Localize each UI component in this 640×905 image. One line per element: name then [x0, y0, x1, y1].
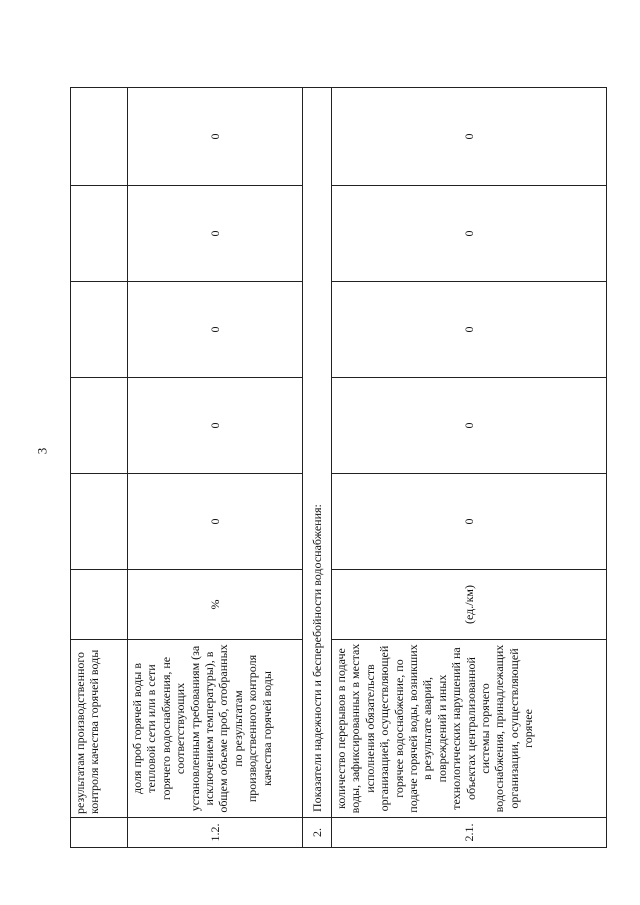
table-row-1-2 — [128, 88, 303, 848]
value-cell: 0 — [128, 186, 303, 282]
unit-cell: % — [128, 570, 303, 640]
indicator-cell: результатам производственного контроля качества горячей воды — [71, 640, 128, 818]
table-row-continuation — [71, 88, 128, 848]
value-cell: 0 — [332, 88, 607, 186]
indicator-cell: количество перерывов в подаче воды, зафиксированных в местах исполнения обязательств организацией, осуществляющей горячее водоснабжение, по подаче горячей воды, возникших в результате аварий, повреждений и иных технологических нарушений на объектах централизованной системы горячего водоснабжения, принадлежащих организации, осуществляющей горячее — [332, 640, 607, 818]
value-cell: 0 — [332, 282, 607, 378]
indicator-cell: доля проб горячей воды в тепловой сети или в сети горячего водоснабжения, не соответствующих установленным требованиям (за исключением температуры), в общем объеме проб, отобранных по результатам производственного контроля качества горячей воды — [128, 640, 303, 818]
value-cell — [71, 474, 128, 570]
value-cell — [71, 186, 128, 282]
value-cell: 0 — [332, 474, 607, 570]
value-cell: 0 — [128, 378, 303, 474]
row-number-cell: 1.2. — [128, 818, 303, 848]
value-cell — [71, 282, 128, 378]
section-title-cell: Показатели надежности и бесперебойности водоснабжения: — [303, 88, 332, 818]
indicators-table — [70, 87, 607, 848]
value-cell — [71, 378, 128, 474]
value-cell: 0 — [332, 186, 607, 282]
value-cell: 0 — [128, 88, 303, 186]
value-cell: 0 — [332, 378, 607, 474]
indicators-table-rotated — [70, 88, 605, 848]
page-number: 3 — [34, 447, 50, 455]
value-cell — [71, 88, 128, 186]
row-number-cell — [71, 818, 128, 848]
unit-cell: (ед./км) — [332, 570, 607, 640]
value-cell: 0 — [128, 282, 303, 378]
value-cell: 0 — [128, 474, 303, 570]
table-row-2-1 — [332, 88, 607, 848]
unit-cell — [71, 570, 128, 640]
row-number-cell: 2. — [303, 818, 332, 848]
table-row-section-2 — [303, 88, 332, 848]
row-number-cell: 2.1. — [332, 818, 607, 848]
